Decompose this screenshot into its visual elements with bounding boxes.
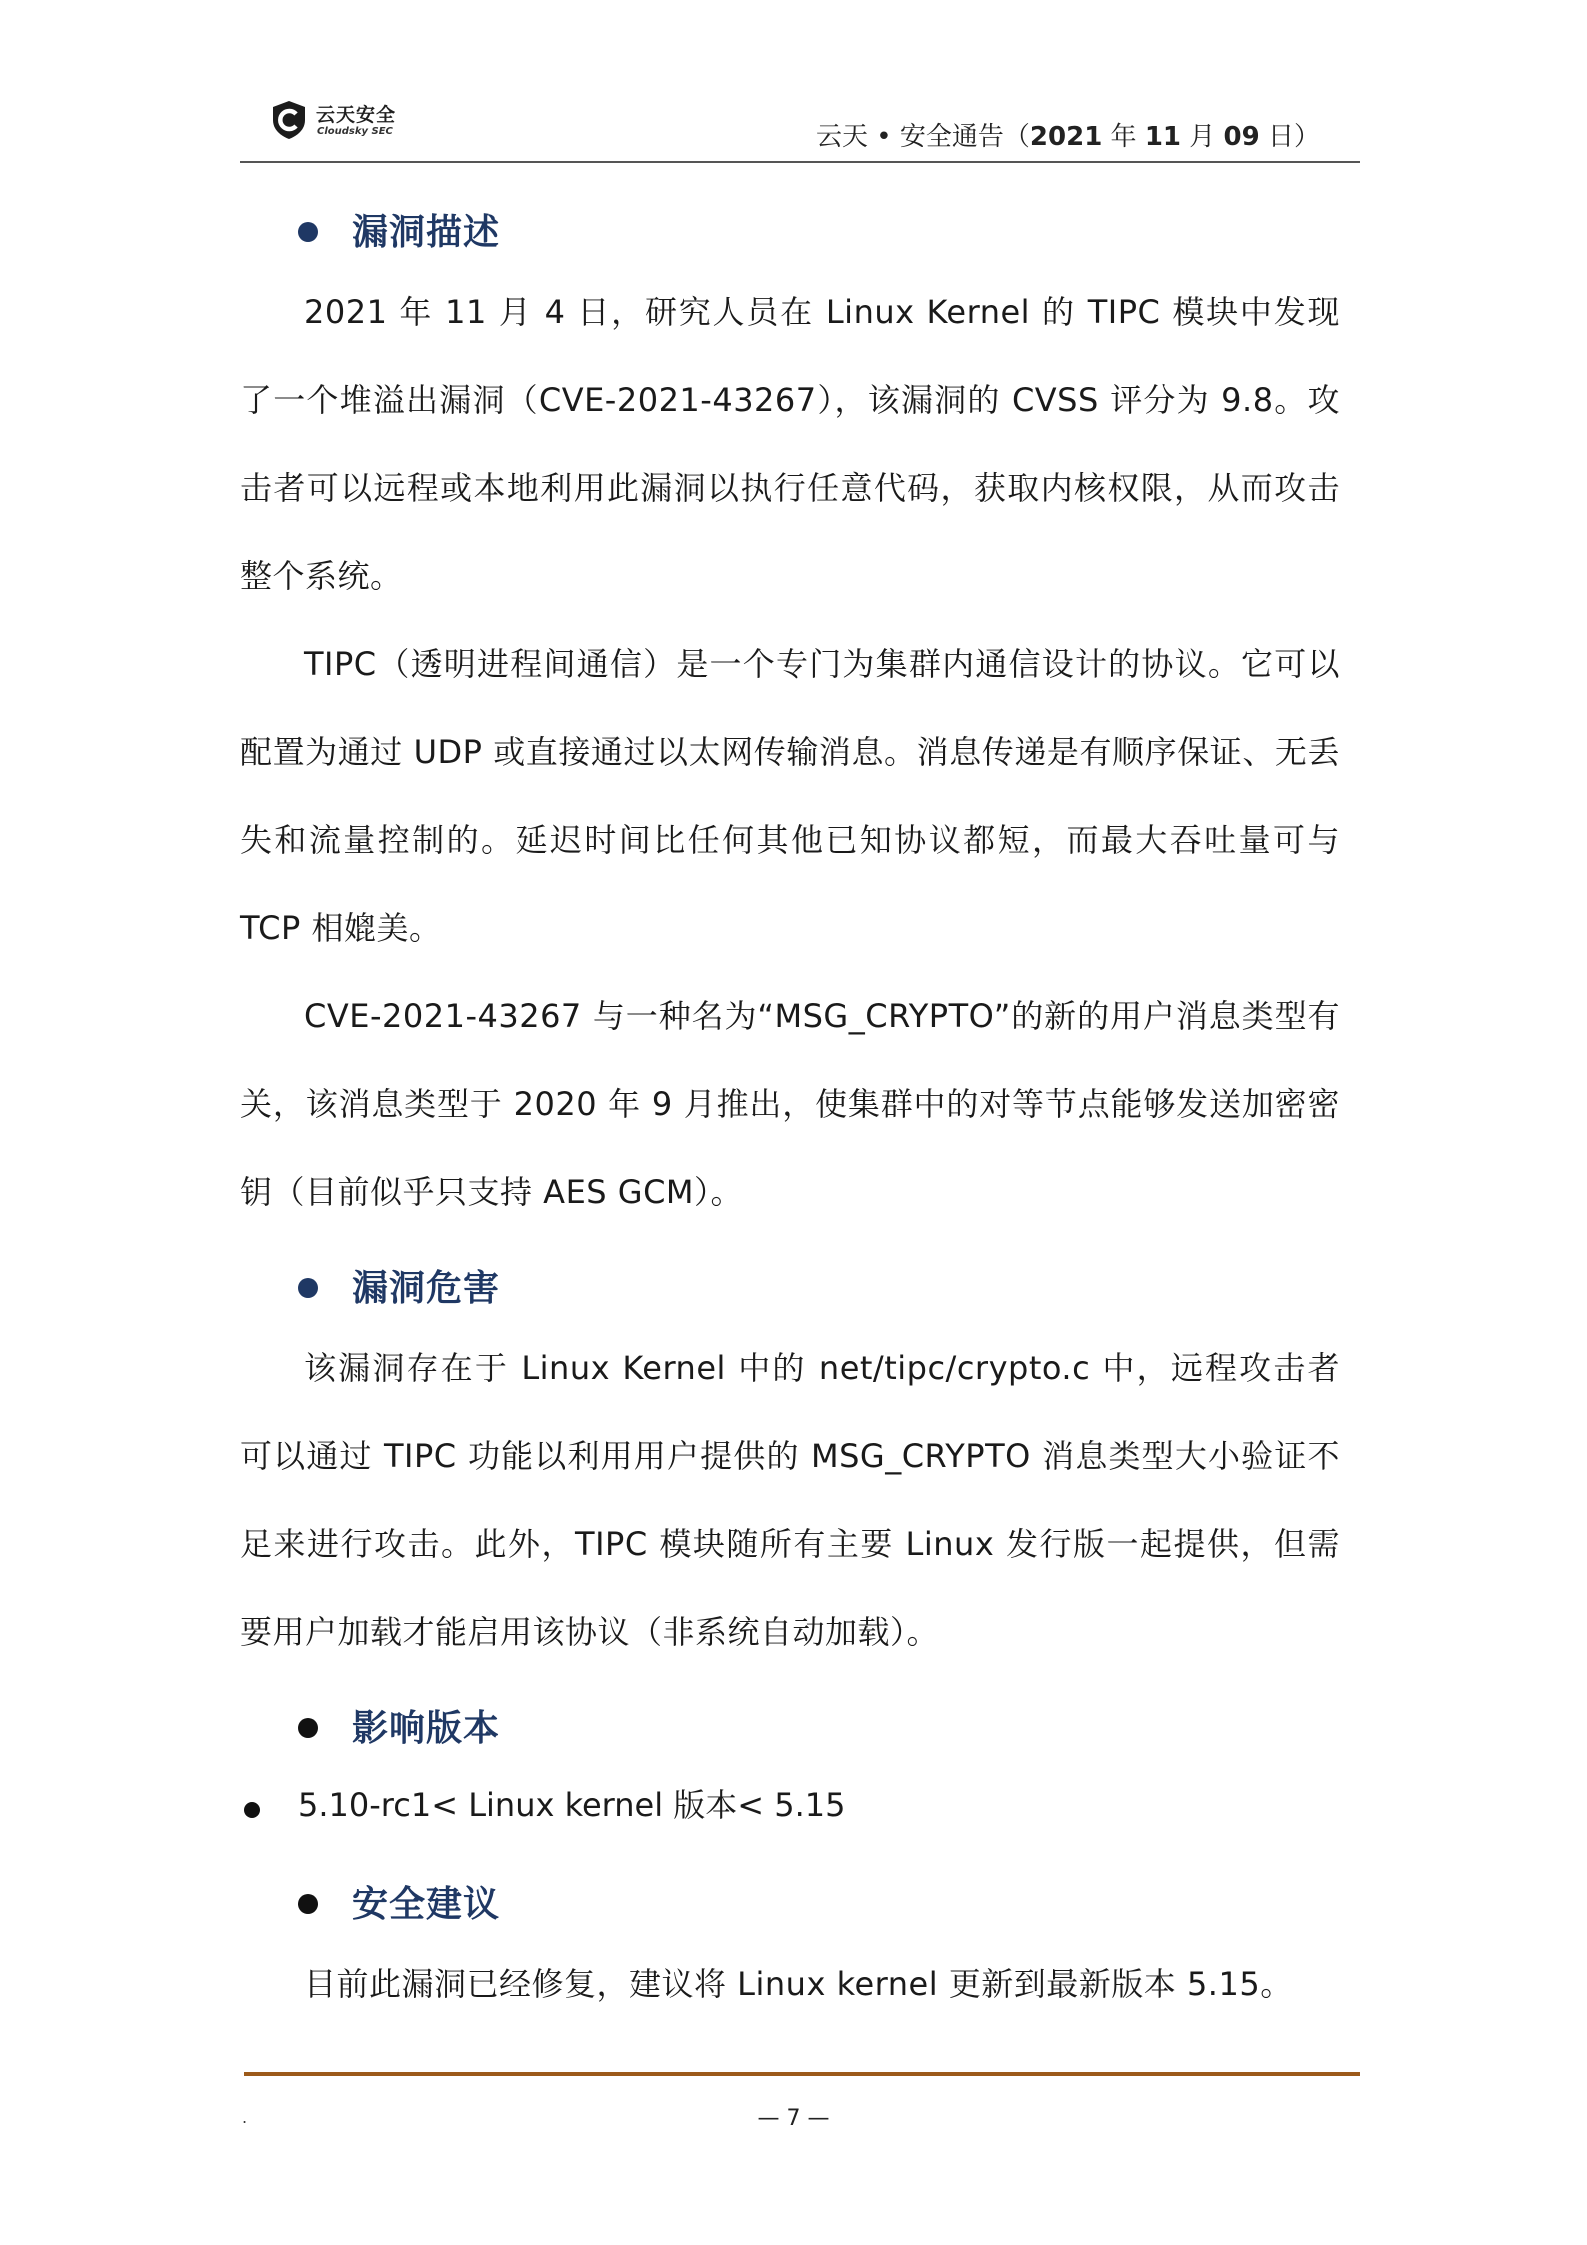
bulletin-title: 云天 • 安全通告（2021 年 11 月 09 日） bbox=[816, 122, 1320, 152]
section-heading-description: 漏洞描述 bbox=[240, 180, 1340, 268]
paragraph: 2021 年 11 月 4 日，研究人员在 Linux Kernel 的 TIPC 模块中发现了一个堆溢出漏洞（CVE-2021-43267），该漏洞的 CVSS 评分为 9.8。攻击者可以远程或本地利用此漏洞以执行任意代码，获取内核权限，从而攻击整个系统。 bbox=[240, 293, 1340, 595]
header-divider bbox=[240, 161, 1360, 163]
bullet-icon bbox=[298, 222, 318, 242]
list-item: 5.10-rc1< Linux kernel 版本< 5.15 bbox=[240, 1764, 1340, 1852]
bullet-icon bbox=[298, 1894, 318, 1914]
logo-english-name: Cloudsky SEC bbox=[317, 126, 393, 137]
document-body bbox=[240, 180, 1340, 2028]
footer-dot: . bbox=[242, 2108, 248, 2127]
logo-chinese-name: 云天安全 bbox=[316, 104, 397, 126]
paragraph: TIPC（透明进程间通信）是一个专门为集群内通信设计的协议。它可以配置为通过 UDP 或直接通过以太网传输消息。消息传递是有顺序保证、无丢失和流量控制的。延迟时间比任何其他已知协议都短，而最大吞吐量可与 TCP 相媲美。 bbox=[240, 645, 1340, 947]
footer-divider bbox=[244, 2072, 1360, 2076]
paragraph: CVE-2021-43267 与一种名为“MSG_CRYPTO”的新的用户消息类型有关，该消息类型于 2020 年 9 月推出，使集群中的对等节点能够发送加密密钥（目前似乎只支持 AES GCM）。 bbox=[240, 997, 1340, 1211]
shield-logo-icon bbox=[270, 100, 308, 140]
section-heading-advice: 安全建议 bbox=[240, 1852, 1340, 1940]
section-heading-affected-versions: 影响版本 bbox=[240, 1676, 1340, 1764]
bullet-icon bbox=[244, 1802, 260, 1818]
bullet-icon bbox=[298, 1278, 318, 1298]
company-logo bbox=[270, 96, 430, 144]
paragraph: 该漏洞存在于 Linux Kernel 中的 net/tipc/crypto.c 中，远程攻击者可以通过 TIPC 功能以利用用户提供的 MSG_CRYPTO 消息类型大小验证不足来进行攻击。此外，TIPC 模块随所有主要 Linux 发行版一起提供，但需要用户加载才能启用该协议（非系统自动加载）。 bbox=[240, 1349, 1340, 1651]
bullet-icon bbox=[298, 1718, 318, 1738]
page-header bbox=[240, 88, 1360, 160]
section-heading-impact: 漏洞危害 bbox=[240, 1236, 1340, 1324]
paragraph: 目前此漏洞已经修复，建议将 Linux kernel 更新到最新版本 5.15。 bbox=[304, 1965, 1293, 2003]
page-number: — 7 — bbox=[757, 2106, 830, 2131]
